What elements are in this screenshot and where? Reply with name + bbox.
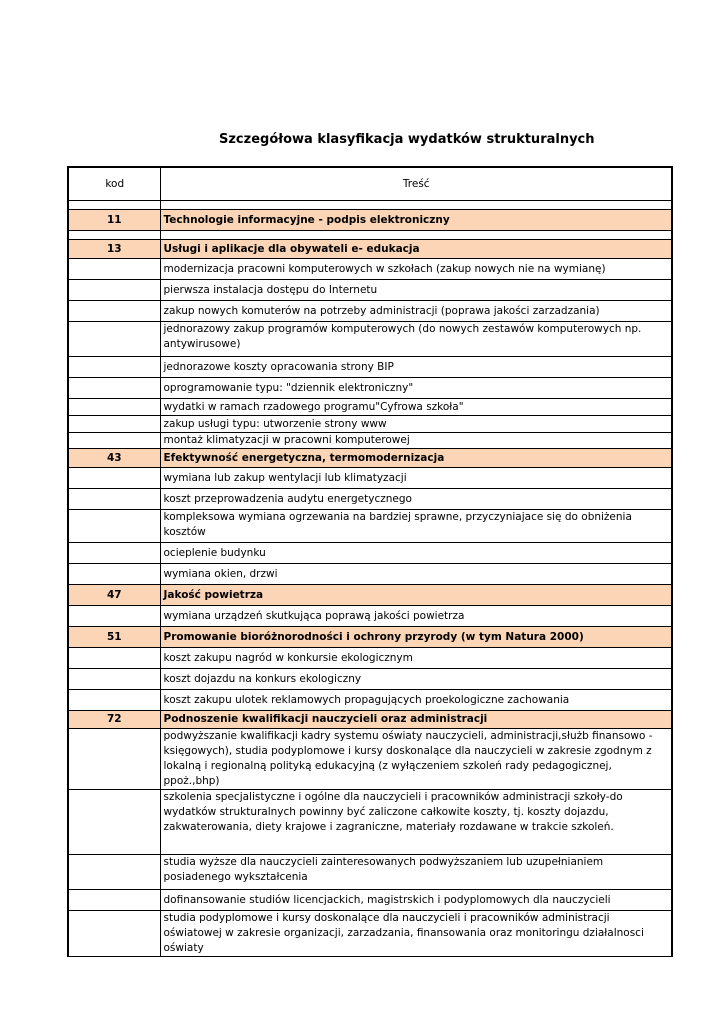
category-row [68, 711, 672, 729]
cell-tresc: koszt zakupu ulotek reklamowych propagujących proekologiczne zachowania [160, 690, 672, 711]
cell-kod [68, 543, 160, 564]
category-title: Podnoszenie kwalifikacji nauczycieli oraz administracji [160, 711, 672, 729]
table-row [68, 855, 672, 890]
category-row [68, 627, 672, 648]
cell-tresc: podwyższanie kwalifikacji kadry systemu oświaty nauczycieli, administracji,służb finansowo - księgowych), studia podyplomowe i kursy doskonalące dla nauczycieli w zakresie zgodnym z lokalną i regionalną polityką edukacyjną (z wyłączeniem szkoleń rady pedagogicznej, ppoż.,bhp) [160, 729, 672, 790]
header-kod: kod [68, 167, 160, 201]
cell-kod: 43 [68, 449, 160, 468]
cell-kod [68, 468, 160, 489]
table-row [68, 259, 672, 280]
cell-tresc: dofinansowanie studiów licencjackich, magistrskich i podyplomowych dla nauczycieli [160, 890, 672, 911]
cell-kod [68, 280, 160, 301]
cell-kod [68, 357, 160, 378]
cell-kod [68, 648, 160, 669]
table-row [68, 489, 672, 510]
cell-tresc: koszt dojazdu na konkurs ekologiczny [160, 669, 672, 690]
cell-tresc: studia podyplomowe i kursy doskonalące dla nauczycieli i pracowników administracji oświatowej w zakresie organizacji, zarzadzania, finansowania oraz monitoringu działalnosci oświaty [160, 911, 672, 957]
cell-tresc: koszt zakupu nagród w konkursie ekologicznym [160, 648, 672, 669]
cell-tresc: ocieplenie budynku [160, 543, 672, 564]
cell-tresc: jednorazowy zakup programów komputerowych (do nowych zestawów komputerowych np. antywirusowe) [160, 322, 672, 357]
category-row [68, 585, 672, 606]
cell-kod [68, 890, 160, 911]
cell-kod [68, 322, 160, 357]
cell-tresc: zakup nowych komuterów na potrzeby administracji (poprawa jakości zarzadzania) [160, 301, 672, 322]
table-header-row [68, 167, 672, 201]
category-title: Jakość powietrza [160, 585, 672, 606]
table-row [68, 468, 672, 489]
cell-tresc: wymiana okien, drzwi [160, 564, 672, 585]
cell-kod [68, 231, 160, 240]
header-tresc: Treść [160, 167, 672, 201]
cell-kod: 72 [68, 711, 160, 729]
table-row [68, 669, 672, 690]
table-row [68, 606, 672, 627]
cell-tresc: studia wyższe dla nauczycieli zainteresowanych podwyższaniem lub uzupełnianiem posiadenego wykształcenia [160, 855, 672, 890]
cell-kod [68, 564, 160, 585]
table-row [68, 648, 672, 669]
spacer-row [68, 231, 672, 240]
cell-kod [68, 855, 160, 890]
cell-kod [68, 669, 160, 690]
cell-tresc [160, 231, 672, 240]
document-title: Szczegółowa klasyfikacja wydatków strukturalnych [219, 132, 595, 147]
cell-tresc: szkolenia specjalistyczne i ogólne dla nauczycieli i pracowników administracji szkoły-do wydatków strukturalnych powinny być zaliczone całkowite koszty, tj. koszty dojazdu, zakwaterowania, diety krajowe i zagraniczne, materiały rozdawane w trakcie szkoleń. [160, 790, 672, 855]
cell-kod [68, 416, 160, 433]
table-row [68, 911, 672, 957]
table-row [68, 543, 672, 564]
cell-tresc: kompleksowa wymiana ogrzewania na bardziej sprawne, przyczyniajace się do obniżenia kosztów [160, 510, 672, 543]
table-row [68, 729, 672, 790]
category-row [68, 210, 672, 231]
cell-kod [68, 259, 160, 280]
table-row [68, 322, 672, 357]
table-row [68, 690, 672, 711]
cell-tresc: pierwsza instalacja dostępu do Internetu [160, 280, 672, 301]
cell-kod [68, 301, 160, 322]
classification-table [67, 166, 673, 957]
cell-kod [68, 201, 160, 210]
table-row [68, 378, 672, 399]
cell-kod [68, 399, 160, 416]
table-row [68, 510, 672, 543]
cell-kod: 47 [68, 585, 160, 606]
cell-tresc: montaż klimatyzacji w pracowni komputerowej [160, 433, 672, 449]
cell-tresc: koszt przeprowadzenia audytu energetycznego [160, 489, 672, 510]
cell-tresc: wydatki w ramach rzadowego programu"Cyfrowa szkoła" [160, 399, 672, 416]
cell-kod [68, 729, 160, 790]
table-row [68, 790, 672, 855]
cell-kod [68, 510, 160, 543]
cell-kod [68, 606, 160, 627]
cell-kod [68, 911, 160, 957]
cell-kod: 11 [68, 210, 160, 231]
category-title: Efektywność energetyczna, termomodernizacja [160, 449, 672, 468]
category-row [68, 240, 672, 259]
cell-tresc: oprogramowanie typu: "dziennik elektroniczny" [160, 378, 672, 399]
table-row [68, 564, 672, 585]
cell-kod [68, 790, 160, 855]
cell-kod [68, 378, 160, 399]
table-row [68, 433, 672, 449]
table-row [68, 357, 672, 378]
cell-kod: 51 [68, 627, 160, 648]
category-title: Technologie informacyjne - podpis elektroniczny [160, 210, 672, 231]
cell-tresc [160, 201, 672, 210]
table-row [68, 416, 672, 433]
cell-tresc: jednorazowe koszty opracowania strony BIP [160, 357, 672, 378]
table-row [68, 280, 672, 301]
table-row [68, 399, 672, 416]
cell-tresc: wymiana lub zakup wentylacji lub klimatyzacji [160, 468, 672, 489]
spacer-row [68, 201, 672, 210]
table-row [68, 301, 672, 322]
cell-tresc: modernizacja pracowni komputerowych w szkołach (zakup nowych nie na wymianę) [160, 259, 672, 280]
cell-kod [68, 690, 160, 711]
cell-tresc: zakup usługi typu: utworzenie strony www [160, 416, 672, 433]
table-row [68, 890, 672, 911]
category-row [68, 449, 672, 468]
category-title: Usługi i aplikacje dla obywateli e- edukacja [160, 240, 672, 259]
cell-kod [68, 433, 160, 449]
category-title: Promowanie bioróżnorodności i ochrony przyrody (w tym Natura 2000) [160, 627, 672, 648]
cell-kod [68, 489, 160, 510]
cell-tresc: wymiana urządzeń skutkująca poprawą jakości powietrza [160, 606, 672, 627]
cell-kod: 13 [68, 240, 160, 259]
